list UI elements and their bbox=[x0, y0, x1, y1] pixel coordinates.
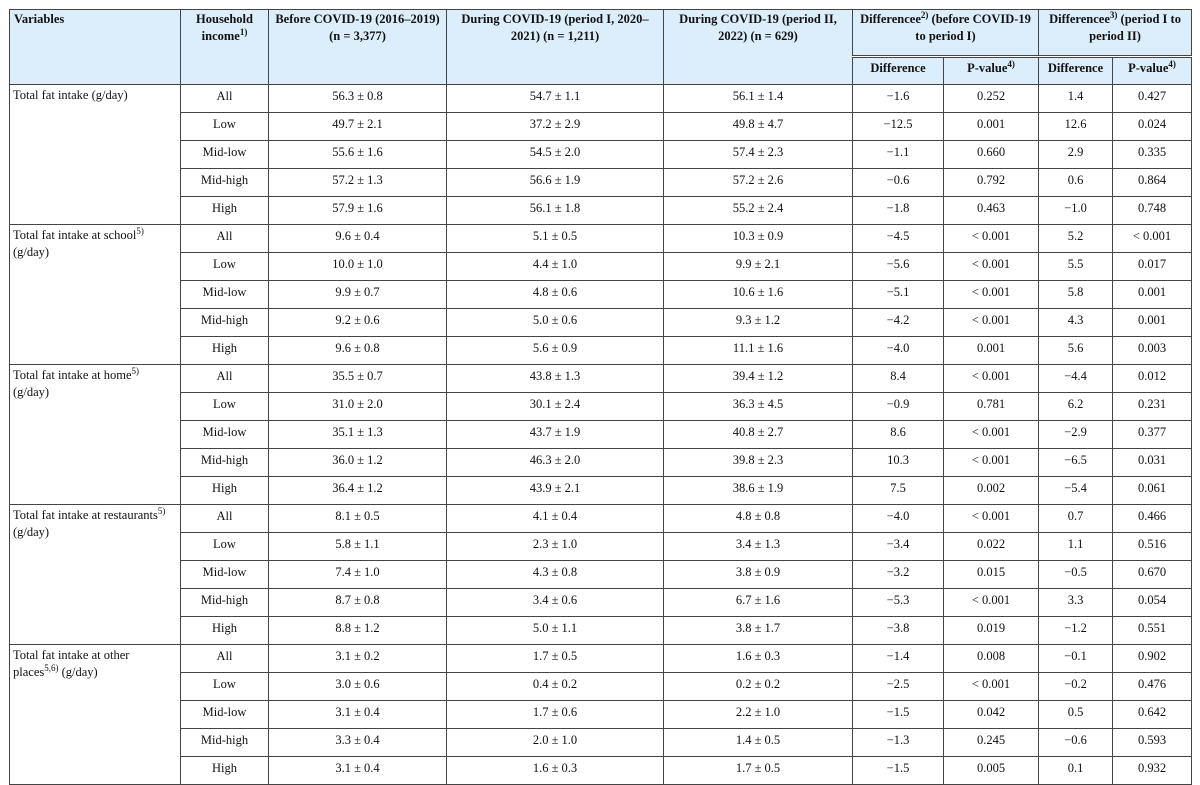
cell-income: Low bbox=[181, 393, 269, 421]
table-row bbox=[10, 309, 1192, 337]
table-row bbox=[10, 141, 1192, 169]
cell-during-period-1: 43.9 ± 2.1 bbox=[447, 477, 664, 505]
cell-during-period-2: 9.3 ± 1.2 bbox=[664, 309, 853, 337]
cell-during-period-1: 1.7 ± 0.6 bbox=[447, 701, 664, 729]
cell-pvalue-1: 0.252 bbox=[944, 85, 1039, 113]
cell-income: All bbox=[181, 85, 269, 113]
cell-pvalue-1: < 0.001 bbox=[944, 421, 1039, 449]
cell-before: 8.1 ± 0.5 bbox=[269, 505, 447, 533]
cell-income: Mid-high bbox=[181, 169, 269, 197]
cell-during-period-2: 55.2 ± 2.4 bbox=[664, 197, 853, 225]
cell-pvalue-2: 0.670 bbox=[1113, 561, 1192, 589]
table-row bbox=[10, 729, 1192, 757]
cell-difference-2: −0.5 bbox=[1039, 561, 1113, 589]
cell-before: 9.9 ± 0.7 bbox=[269, 281, 447, 309]
cell-during-period-1: 5.6 ± 0.9 bbox=[447, 337, 664, 365]
variable-label: Total fat intake at other places$^{5,6)}$ (g/day) bbox=[10, 645, 181, 785]
header-difference-before-to-period-1: Differencee$^{2)}$ (before COVID-19 to period I) bbox=[853, 10, 1039, 57]
cell-pvalue-2: 0.024 bbox=[1113, 113, 1192, 141]
cell-difference-2: 1.1 bbox=[1039, 533, 1113, 561]
cell-during-period-1: 54.5 ± 2.0 bbox=[447, 141, 664, 169]
table-row bbox=[10, 169, 1192, 197]
cell-income: High bbox=[181, 757, 269, 785]
cell-before: 3.0 ± 0.6 bbox=[269, 673, 447, 701]
cell-income: Mid-low bbox=[181, 421, 269, 449]
cell-income: All bbox=[181, 505, 269, 533]
cell-during-period-2: 3.4 ± 1.3 bbox=[664, 533, 853, 561]
table-row bbox=[10, 449, 1192, 477]
table-row bbox=[10, 421, 1192, 449]
cell-before: 36.0 ± 1.2 bbox=[269, 449, 447, 477]
cell-during-period-2: 36.3 ± 4.5 bbox=[664, 393, 853, 421]
table-row bbox=[10, 197, 1192, 225]
cell-before: 3.1 ± 0.2 bbox=[269, 645, 447, 673]
cell-difference-1: −5.1 bbox=[853, 281, 944, 309]
cell-during-period-1: 1.6 ± 0.3 bbox=[447, 757, 664, 785]
cell-difference-2: 1.4 bbox=[1039, 85, 1113, 113]
cell-income: Mid-high bbox=[181, 449, 269, 477]
cell-pvalue-1: 0.792 bbox=[944, 169, 1039, 197]
cell-during-period-1: 4.1 ± 0.4 bbox=[447, 505, 664, 533]
cell-difference-2: 5.8 bbox=[1039, 281, 1113, 309]
cell-during-period-2: 4.8 ± 0.8 bbox=[664, 505, 853, 533]
cell-difference-2: 0.5 bbox=[1039, 701, 1113, 729]
cell-difference-1: −1.5 bbox=[853, 701, 944, 729]
cell-pvalue-1: 0.022 bbox=[944, 533, 1039, 561]
cell-before: 9.2 ± 0.6 bbox=[269, 309, 447, 337]
cell-before: 3.3 ± 0.4 bbox=[269, 729, 447, 757]
cell-difference-1: −4.5 bbox=[853, 225, 944, 253]
cell-pvalue-1: < 0.001 bbox=[944, 253, 1039, 281]
cell-pvalue-1: < 0.001 bbox=[944, 365, 1039, 393]
cell-difference-2: −1.0 bbox=[1039, 197, 1113, 225]
cell-pvalue-2: 0.001 bbox=[1113, 309, 1192, 337]
cell-during-period-1: 46.3 ± 2.0 bbox=[447, 449, 664, 477]
cell-before: 3.1 ± 0.4 bbox=[269, 757, 447, 785]
header-pvalue-1: P-value$^{4)}$ bbox=[944, 57, 1039, 85]
cell-income: High bbox=[181, 617, 269, 645]
cell-income: Mid-high bbox=[181, 729, 269, 757]
cell-difference-2: 0.1 bbox=[1039, 757, 1113, 785]
cell-difference-1: −0.9 bbox=[853, 393, 944, 421]
cell-before: 9.6 ± 0.8 bbox=[269, 337, 447, 365]
cell-difference-2: 0.6 bbox=[1039, 169, 1113, 197]
cell-before: 55.6 ± 1.6 bbox=[269, 141, 447, 169]
cell-during-period-2: 38.6 ± 1.9 bbox=[664, 477, 853, 505]
cell-during-period-1: 3.4 ± 0.6 bbox=[447, 589, 664, 617]
cell-during-period-2: 40.8 ± 2.7 bbox=[664, 421, 853, 449]
cell-during-period-1: 2.0 ± 1.0 bbox=[447, 729, 664, 757]
variable-label: Total fat intake at school$^{5)}$ (g/day) bbox=[10, 225, 181, 365]
fat-intake-table bbox=[9, 9, 1192, 785]
table-row bbox=[10, 645, 1192, 673]
cell-income: Low bbox=[181, 253, 269, 281]
cell-difference-1: −4.0 bbox=[853, 505, 944, 533]
cell-difference-1: −5.6 bbox=[853, 253, 944, 281]
cell-pvalue-2: 0.003 bbox=[1113, 337, 1192, 365]
table-row bbox=[10, 253, 1192, 281]
cell-during-period-2: 9.9 ± 2.1 bbox=[664, 253, 853, 281]
cell-during-period-1: 0.4 ± 0.2 bbox=[447, 673, 664, 701]
cell-during-period-1: 5.0 ± 0.6 bbox=[447, 309, 664, 337]
cell-during-period-1: 43.7 ± 1.9 bbox=[447, 421, 664, 449]
cell-during-period-1: 43.8 ± 1.3 bbox=[447, 365, 664, 393]
cell-pvalue-1: < 0.001 bbox=[944, 281, 1039, 309]
cell-during-period-1: 30.1 ± 2.4 bbox=[447, 393, 664, 421]
cell-during-period-2: 1.4 ± 0.5 bbox=[664, 729, 853, 757]
cell-difference-1: −1.1 bbox=[853, 141, 944, 169]
cell-pvalue-1: < 0.001 bbox=[944, 673, 1039, 701]
cell-difference-2: 5.5 bbox=[1039, 253, 1113, 281]
table-row bbox=[10, 337, 1192, 365]
cell-before: 10.0 ± 1.0 bbox=[269, 253, 447, 281]
cell-difference-2: 5.2 bbox=[1039, 225, 1113, 253]
cell-before: 8.7 ± 0.8 bbox=[269, 589, 447, 617]
cell-during-period-2: 6.7 ± 1.6 bbox=[664, 589, 853, 617]
cell-pvalue-1: 0.002 bbox=[944, 477, 1039, 505]
cell-during-period-1: 2.3 ± 1.0 bbox=[447, 533, 664, 561]
cell-difference-1: −1.5 bbox=[853, 757, 944, 785]
cell-during-period-2: 39.4 ± 1.2 bbox=[664, 365, 853, 393]
cell-pvalue-1: < 0.001 bbox=[944, 309, 1039, 337]
cell-pvalue-2: 0.427 bbox=[1113, 85, 1192, 113]
table-row bbox=[10, 701, 1192, 729]
cell-pvalue-1: 0.463 bbox=[944, 197, 1039, 225]
cell-difference-1: −1.6 bbox=[853, 85, 944, 113]
cell-before: 31.0 ± 2.0 bbox=[269, 393, 447, 421]
table-row bbox=[10, 281, 1192, 309]
cell-pvalue-1: 0.660 bbox=[944, 141, 1039, 169]
table-row bbox=[10, 617, 1192, 645]
cell-pvalue-2: 0.551 bbox=[1113, 617, 1192, 645]
cell-income: All bbox=[181, 645, 269, 673]
cell-during-period-2: 10.6 ± 1.6 bbox=[664, 281, 853, 309]
cell-pvalue-2: 0.902 bbox=[1113, 645, 1192, 673]
cell-difference-1: −3.2 bbox=[853, 561, 944, 589]
cell-income: High bbox=[181, 337, 269, 365]
cell-before: 9.6 ± 0.4 bbox=[269, 225, 447, 253]
table-row bbox=[10, 561, 1192, 589]
cell-difference-1: 10.3 bbox=[853, 449, 944, 477]
cell-before: 49.7 ± 2.1 bbox=[269, 113, 447, 141]
cell-income: Low bbox=[181, 673, 269, 701]
cell-pvalue-1: 0.042 bbox=[944, 701, 1039, 729]
cell-difference-1: −1.3 bbox=[853, 729, 944, 757]
table-row bbox=[10, 673, 1192, 701]
cell-pvalue-1: 0.019 bbox=[944, 617, 1039, 645]
cell-difference-2: −0.6 bbox=[1039, 729, 1113, 757]
cell-pvalue-1: 0.001 bbox=[944, 113, 1039, 141]
cell-difference-1: 7.5 bbox=[853, 477, 944, 505]
cell-pvalue-2: 0.017 bbox=[1113, 253, 1192, 281]
table-row bbox=[10, 533, 1192, 561]
cell-before: 57.9 ± 1.6 bbox=[269, 197, 447, 225]
variable-label: Total fat intake at home$^{5)}$ (g/day) bbox=[10, 365, 181, 505]
cell-difference-2: 2.9 bbox=[1039, 141, 1113, 169]
cell-before: 8.8 ± 1.2 bbox=[269, 617, 447, 645]
cell-difference-2: 12.6 bbox=[1039, 113, 1113, 141]
cell-pvalue-1: 0.015 bbox=[944, 561, 1039, 589]
table-row bbox=[10, 505, 1192, 533]
table-row bbox=[10, 757, 1192, 785]
cell-pvalue-1: < 0.001 bbox=[944, 589, 1039, 617]
cell-difference-2: 6.2 bbox=[1039, 393, 1113, 421]
cell-difference-2: −0.1 bbox=[1039, 645, 1113, 673]
cell-pvalue-2: 0.593 bbox=[1113, 729, 1192, 757]
variable-label: Total fat intake at restaurants$^{5)}$ (g/day) bbox=[10, 505, 181, 645]
cell-pvalue-2: 0.864 bbox=[1113, 169, 1192, 197]
cell-pvalue-2: 0.012 bbox=[1113, 365, 1192, 393]
cell-during-period-2: 1.7 ± 0.5 bbox=[664, 757, 853, 785]
cell-difference-2: 5.6 bbox=[1039, 337, 1113, 365]
cell-difference-1: −4.0 bbox=[853, 337, 944, 365]
table-row bbox=[10, 589, 1192, 617]
cell-income: Low bbox=[181, 533, 269, 561]
cell-pvalue-2: 0.231 bbox=[1113, 393, 1192, 421]
cell-during-period-1: 5.1 ± 0.5 bbox=[447, 225, 664, 253]
cell-difference-1: −0.6 bbox=[853, 169, 944, 197]
cell-pvalue-1: < 0.001 bbox=[944, 225, 1039, 253]
variable-label: Total fat intake (g/day) bbox=[10, 85, 181, 225]
cell-before: 7.4 ± 1.0 bbox=[269, 561, 447, 589]
cell-during-period-2: 10.3 ± 0.9 bbox=[664, 225, 853, 253]
cell-difference-2: 4.3 bbox=[1039, 309, 1113, 337]
cell-during-period-2: 57.4 ± 2.3 bbox=[664, 141, 853, 169]
cell-before: 35.1 ± 1.3 bbox=[269, 421, 447, 449]
header-difference-2: Difference bbox=[1039, 57, 1113, 85]
header-before-covid: Before COVID-19 (2016–2019) (n = 3,377) bbox=[269, 10, 447, 85]
cell-during-period-1: 56.6 ± 1.9 bbox=[447, 169, 664, 197]
cell-difference-2: −2.9 bbox=[1039, 421, 1113, 449]
cell-before: 56.3 ± 0.8 bbox=[269, 85, 447, 113]
cell-pvalue-1: 0.781 bbox=[944, 393, 1039, 421]
cell-difference-2: 3.3 bbox=[1039, 589, 1113, 617]
cell-during-period-2: 3.8 ± 0.9 bbox=[664, 561, 853, 589]
table-row bbox=[10, 365, 1192, 393]
cell-before: 3.1 ± 0.4 bbox=[269, 701, 447, 729]
cell-income: High bbox=[181, 197, 269, 225]
cell-during-period-2: 2.2 ± 1.0 bbox=[664, 701, 853, 729]
cell-pvalue-2: < 0.001 bbox=[1113, 225, 1192, 253]
cell-income: Mid-high bbox=[181, 589, 269, 617]
cell-income: High bbox=[181, 477, 269, 505]
cell-pvalue-2: 0.001 bbox=[1113, 281, 1192, 309]
cell-difference-1: −5.3 bbox=[853, 589, 944, 617]
table-row bbox=[10, 393, 1192, 421]
cell-pvalue-2: 0.516 bbox=[1113, 533, 1192, 561]
cell-income: Mid-low bbox=[181, 701, 269, 729]
cell-income: Low bbox=[181, 113, 269, 141]
cell-during-period-2: 39.8 ± 2.3 bbox=[664, 449, 853, 477]
cell-difference-1: −12.5 bbox=[853, 113, 944, 141]
cell-pvalue-2: 0.031 bbox=[1113, 449, 1192, 477]
cell-pvalue-1: 0.245 bbox=[944, 729, 1039, 757]
cell-during-period-1: 4.4 ± 1.0 bbox=[447, 253, 664, 281]
cell-difference-2: −6.5 bbox=[1039, 449, 1113, 477]
cell-difference-1: 8.4 bbox=[853, 365, 944, 393]
cell-income: Mid-high bbox=[181, 309, 269, 337]
table-row bbox=[10, 85, 1192, 113]
cell-during-period-2: 57.2 ± 2.6 bbox=[664, 169, 853, 197]
cell-during-period-2: 56.1 ± 1.4 bbox=[664, 85, 853, 113]
cell-pvalue-2: 0.642 bbox=[1113, 701, 1192, 729]
cell-pvalue-2: 0.476 bbox=[1113, 673, 1192, 701]
cell-income: Mid-low bbox=[181, 141, 269, 169]
cell-difference-1: −4.2 bbox=[853, 309, 944, 337]
table-row bbox=[10, 225, 1192, 253]
cell-income: All bbox=[181, 365, 269, 393]
header-difference-1: Difference bbox=[853, 57, 944, 85]
cell-pvalue-1: < 0.001 bbox=[944, 505, 1039, 533]
cell-difference-2: −4.4 bbox=[1039, 365, 1113, 393]
cell-pvalue-2: 0.932 bbox=[1113, 757, 1192, 785]
cell-during-period-1: 56.1 ± 1.8 bbox=[447, 197, 664, 225]
table-header bbox=[10, 10, 1192, 85]
cell-pvalue-2: 0.748 bbox=[1113, 197, 1192, 225]
cell-difference-2: 0.7 bbox=[1039, 505, 1113, 533]
header-variables: Variables bbox=[10, 10, 181, 85]
cell-difference-2: −1.2 bbox=[1039, 617, 1113, 645]
cell-during-period-1: 4.3 ± 0.8 bbox=[447, 561, 664, 589]
cell-pvalue-1: < 0.001 bbox=[944, 449, 1039, 477]
cell-during-period-2: 49.8 ± 4.7 bbox=[664, 113, 853, 141]
cell-pvalue-2: 0.466 bbox=[1113, 505, 1192, 533]
cell-before: 36.4 ± 1.2 bbox=[269, 477, 447, 505]
cell-before: 35.5 ± 0.7 bbox=[269, 365, 447, 393]
cell-pvalue-1: 0.001 bbox=[944, 337, 1039, 365]
cell-difference-1: −1.4 bbox=[853, 645, 944, 673]
header-pvalue-2: P-value$^{4)}$ bbox=[1113, 57, 1192, 85]
cell-during-period-2: 0.2 ± 0.2 bbox=[664, 673, 853, 701]
cell-difference-1: −3.8 bbox=[853, 617, 944, 645]
cell-difference-1: −1.8 bbox=[853, 197, 944, 225]
cell-during-period-1: 5.0 ± 1.1 bbox=[447, 617, 664, 645]
cell-during-period-1: 4.8 ± 0.6 bbox=[447, 281, 664, 309]
cell-pvalue-1: 0.008 bbox=[944, 645, 1039, 673]
cell-during-period-1: 54.7 ± 1.1 bbox=[447, 85, 664, 113]
cell-before: 57.2 ± 1.3 bbox=[269, 169, 447, 197]
header-during-covid-period-2: During COVID-19 (period II, 2022) (n = 629) bbox=[664, 10, 853, 85]
cell-before: 5.8 ± 1.1 bbox=[269, 533, 447, 561]
cell-pvalue-1: 0.005 bbox=[944, 757, 1039, 785]
cell-during-period-2: 11.1 ± 1.6 bbox=[664, 337, 853, 365]
table-body bbox=[10, 85, 1192, 785]
cell-difference-1: 8.6 bbox=[853, 421, 944, 449]
cell-pvalue-2: 0.054 bbox=[1113, 589, 1192, 617]
cell-difference-2: −5.4 bbox=[1039, 477, 1113, 505]
cell-income: Mid-low bbox=[181, 561, 269, 589]
cell-difference-2: −0.2 bbox=[1039, 673, 1113, 701]
cell-pvalue-2: 0.377 bbox=[1113, 421, 1192, 449]
table-row bbox=[10, 113, 1192, 141]
header-difference-period-1-to-period-2: Differencee$^{3)}$ (period I to period II) bbox=[1039, 10, 1192, 57]
cell-income: Mid-low bbox=[181, 281, 269, 309]
header-during-covid-period-1: During COVID-19 (period I, 2020–2021) (n = 1,211) bbox=[447, 10, 664, 85]
cell-during-period-2: 1.6 ± 0.3 bbox=[664, 645, 853, 673]
cell-pvalue-2: 0.335 bbox=[1113, 141, 1192, 169]
cell-income: All bbox=[181, 225, 269, 253]
cell-difference-1: −3.4 bbox=[853, 533, 944, 561]
header-household-income: Household income$^{1)}$ bbox=[181, 10, 269, 85]
cell-during-period-1: 37.2 ± 2.9 bbox=[447, 113, 664, 141]
cell-during-period-2: 3.8 ± 1.7 bbox=[664, 617, 853, 645]
table-row bbox=[10, 477, 1192, 505]
cell-pvalue-2: 0.061 bbox=[1113, 477, 1192, 505]
cell-during-period-1: 1.7 ± 0.5 bbox=[447, 645, 664, 673]
cell-difference-1: −2.5 bbox=[853, 673, 944, 701]
